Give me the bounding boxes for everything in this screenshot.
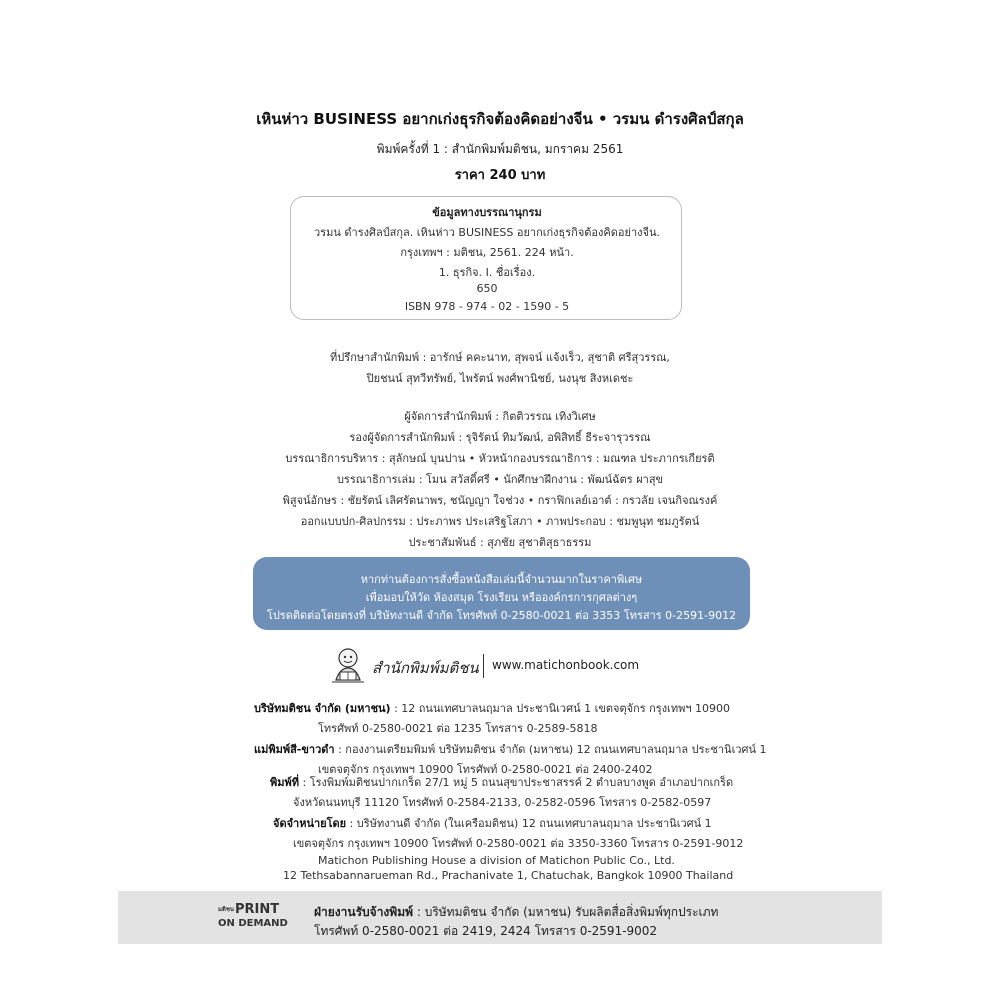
catalog-line: วรมน ดำรงศิลป์สกุล. เหินห่าว BUSINESS อยากเก่งธุรกิจต้องคิดอย่างจีน. [314,226,660,239]
distributor-line: : บริษัทงานดี จำกัด (ในเครือมติชน) 12 ถนนเทศบาลนฤมาล ประชานิเวศน์ 1 [346,817,712,830]
catalog-line: 1. ธุรกิจ. I. ชื่อเรื่อง. [438,266,536,279]
pod-logo-print: PRINT [235,902,280,917]
isbn: ISBN 978 - 974 - 02 - 1590 - 5 [404,300,570,313]
pod-service-line [314,903,718,922]
pod-logo-demand: ON DEMAND [218,918,288,929]
pod-logo-small: มติชน [218,906,235,913]
printer-label: พิมพ์ที่ [270,776,300,789]
catalog-line: 650 [476,282,498,295]
staff-line: ประชาสัมพันธ์ : สุภชัย สุชาติสุธาธรรม [408,536,592,549]
book-title-line: เหินห่าว BUSINESS อยากเก่งธุรกิจต้องคิดอย่างจีน • วรมน ดำรงศิลป์สกุล [256,110,744,128]
staff-line: ออกแบบปก-ศิลปกรรม : ประภาพร ประเสริฐโสภา • ภาพประกอบ : ชมพูนุท ชมภูรัตน์ [300,515,700,528]
catalog-line: กรุงเทพฯ : มติชน, 2561. 224 หน้า. [400,246,574,259]
print-on-demand-banner [118,891,882,944]
plate-phone: เขตจตุจักร กรุงเทพฯ 10900 โทรศัพท์ 0-2580-0021 ต่อ 2400-2402 [318,763,653,776]
distributor-phone: เขตจตุจักร กรุงเทพฯ 10900 โทรศัพท์ 0-2580-0021 ต่อ 3350-3360 โทรสาร 0-2591-9012 [293,837,744,850]
company-line: : 12 ถนนเทศบาลนฤมาล ประชานิเวศน์ 1 เขตจตุจักร กรุงเทพฯ 10900 [390,702,730,715]
printer-line: : โรงพิมพ์มติชนปากเกร็ด 27/1 หมู่ 5 ถนนสุขาประชาสรรค์ 2 ตำบลบางพูด อำเภอปากเกร็ด [299,776,734,789]
staff-line: บรรณาธิการบริหาร : สุลักษณ์ บุนปาน • หัวหน้ากองบรรณาธิการ : มณฑล ประภากรเกียรติ [285,452,715,465]
staff-line: ผู้จัดการสำนักพิมพ์ : กิตติวรรณ เทิงวิเศษ [404,410,596,423]
staff-line: บรรณาธิการเล่ม : โมน สวัสดิ์ศรี • นักศึกษาฝึกงาน : พัฒน์ฉัตร ผาสุข [336,473,664,486]
printer-address [270,773,733,791]
advisors-line: ที่ปรึกษาสำนักพิมพ์ : อารักษ์ คคะนาท, สุพจน์ แจ้งเร็ว, สุชาติ ศรีสุวรรณ, [330,351,670,364]
company-label: บริษัทมติชน จำกัด (มหาชน) [254,702,391,715]
pod-line-text: : บริษัทมติชน จำกัด (มหาชน) รับผลิตสื่อสิ่งพิมพ์ทุกประเภท [413,905,719,919]
logo-divider [483,654,484,678]
advisors-line: ปิยชนน์ สุทวีทรัพย์, ไพรัตน์ พงศ์พานิชย์, นงนุช สิงหเดชะ [366,372,634,385]
website-url[interactable]: www.matichonbook.com [492,658,640,672]
printer-phone: จังหวัดนนทบุรี 11120 โทรศัพท์ 0-2584-2133, 0-2582-0596 โทรสาร 0-2582-0597 [293,796,712,809]
staff-line: รองผู้จัดการสำนักพิมพ์ : รุจิรัตน์ ทิมวัฒน์, อพิสิทธิ์ ธีระจารุวรรณ [349,431,651,444]
catalog-box [290,196,682,320]
catalog-heading: ข้อมูลทางบรรณานุกรม [432,206,542,219]
distributor-address [273,814,712,832]
english-address: 12 Tethsabannarueman Rd., Prachanivate 1, Chatuchak, Bangkok 10900 Thailand [283,869,734,882]
printing-info: พิมพ์ครั้งที่ 1 : สำนักพิมพ์มติชน, มกราคม 2561 [376,142,624,156]
pod-phone-line: โทรศัพท์ 0-2580-0021 ต่อ 2419, 2424 โทรสาร 0-2591-9002 [314,924,658,938]
plate-address [254,740,767,758]
company-phone: โทรศัพท์ 0-2580-0021 ต่อ 1235 โทรสาร 0-2589-5818 [318,722,598,735]
english-company: Matichon Publishing House a division of Matichon Public Co., Ltd. [318,854,675,867]
publisher-wordmark: สำนักพิมพ์มติชน [372,659,479,677]
plate-line: : กองงานเตรียมพิมพ์ บริษัทมติชน จำกัด (มหาชน) 12 ถนนเทศบาลนฤมาล ประชานิเวศน์ 1 [334,743,767,756]
mascot-logo-icon [328,646,368,684]
company-address [254,699,730,717]
distributor-label: จัดจำหน่ายโดย [273,817,347,830]
notice-line: เพื่อมอบให้วัด ห้องสมุด โรงเรียน หรือองค์กรการกุศลต่างๆ [365,591,638,604]
publisher-logo-row [328,646,668,686]
plate-label: แม่พิมพ์สี-ขาวดำ [254,743,335,756]
pod-label: ฝ่ายงานรับจ้างพิมพ์ [314,905,414,919]
notice-line: โปรดติดต่อโดยตรงที่ บริษัทงานดี จำกัด โทรศัพท์ 0-2580-0021 ต่อ 3353 โทรสาร 0-2591-9012 [266,609,737,622]
price: ราคา 240 บาท [454,168,546,183]
staff-line: พิสูจน์อักษร : ชัยรัตน์ เลิศรัตนาพร, ชนัญญา ใจช่วง • กราฟิกเลย์เอาต์ : กรวลัย เจนกิจณรงค์ [282,494,718,507]
notice-line: หากท่านต้องการสั่งซื้อหนังสือเล่มนี้จำนวนมากในราคาพิเศษ [360,573,643,586]
bulk-order-notice [253,557,750,630]
